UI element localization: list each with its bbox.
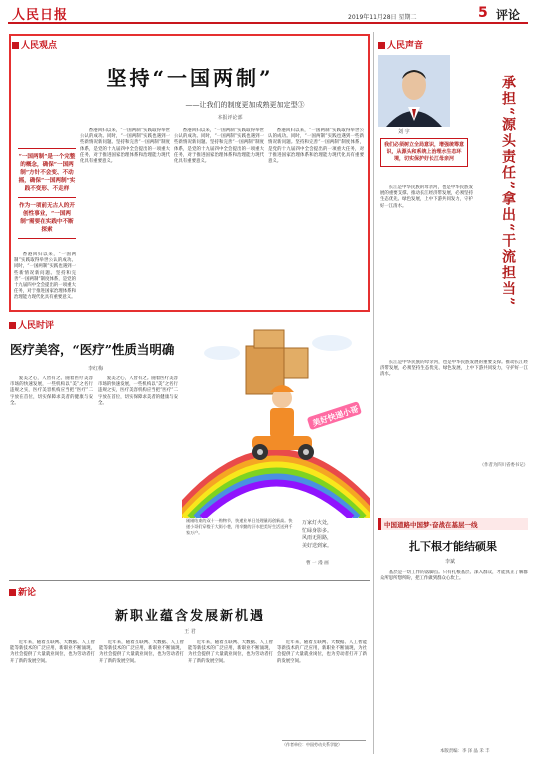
section-label-xinlun: 新论: [9, 585, 36, 598]
illustration-banner: 美好快递小哥: [311, 404, 360, 428]
commentary-title: 医疗美容，“医疗”性质当明确: [10, 342, 175, 357]
commentary-author: 李红梅: [88, 366, 104, 372]
special-banner: [378, 518, 528, 530]
pullquote-box: [18, 148, 76, 239]
article-subtitle: ——让我们的制度更加成熟更加定型③: [185, 101, 305, 109]
issue-date: 2019年11月28日 星期二: [348, 14, 417, 21]
article-body-col2: 香港回归以来，“一国两制”实践取得举世公认的成功。同时，“一国两制”实践也遇到一些新情况新问题。坚持和完善“一国两制”制度体系，是党的十九届四中全会提出的一项重大任务，对于推进国家治理体系和治理能力现代化具有重要意义。: [174, 128, 264, 165]
xinlun-author-note: （作者单位：中国劳动关系学院）: [282, 740, 366, 747]
xinlun-title: 新职业蕴含发展新机遇: [114, 609, 265, 624]
opinion-byline: （作者为四川省委书记）: [479, 463, 528, 468]
special-title: 扎下根才能结硕果: [409, 540, 497, 553]
opinion-quote: 我们必须树立全局意识，增强统筹意识，从源头和系统上治理水生态环境，切实保护好长江母亲河: [384, 142, 465, 162]
page-section: 评论: [496, 8, 521, 22]
article-author: 本报评论部: [217, 115, 243, 121]
xinlun-body-col2: 近年来，随着互联网、大数据、人工智能等新技术的广泛应用，新职业不断涌现，为社会提供了大量就业岗位，也为劳动者打开了新的发展空间。: [99, 640, 184, 664]
article-title: 坚持“一国两制”: [106, 66, 274, 90]
illustration: [182, 318, 370, 578]
courier-illustration: [182, 318, 370, 518]
special-banner-label: 中国道路中国梦·奋战在基层一线: [384, 521, 478, 529]
quote-box: [380, 138, 468, 167]
page-editor-credit: 本版责编：李 泽 晶 禾 丰: [440, 749, 490, 754]
special-author: 李斌: [444, 559, 455, 565]
column-divider: [373, 32, 374, 754]
newspaper-logo: 人民日报: [12, 8, 69, 23]
commentary-body-col1: 爱美之心，人皆有之。随着医疗美容市场的快速发展，一些机构以“美”之名行违规之实，医疗美容机构应当把“医疗”二字放在首位，切实保障求美者的健康与安全。: [10, 376, 93, 406]
portrait-image: [378, 55, 450, 127]
illustration-poem: 万家灯火处， 忙碌身影多。 风雨无阻路， 美好送到家。: [302, 520, 333, 549]
page-number: 5: [478, 5, 488, 21]
opinion-body-col1b: 长江是中华民族的母亲河，也是中华民族发展的重要支撑。推动长江经济带发展，必须坚持生态优先、绿色发展，上中下游共同发力，守护好一江清水。: [380, 360, 528, 378]
illustration-credit: 曹 一 漫 画: [306, 561, 329, 566]
author-photo: [378, 55, 450, 127]
article-body-col0: 香港回归以来，“一国两制”实践取得举世公认的成功。同时，“一国两制”实践也遇到一些新情况新问题。坚持和完善“一国两制”制度体系，是党的十九届四中全会提出的一项重大任务，对于推进国家治理体系和治理能力现代化具有重要意义。: [14, 252, 76, 301]
xinlun-body-col4: 近年来，随着互联网、大数据、人工智能等新技术的广泛应用，新职业不断涌现，为社会提供了大量就业岗位，也为劳动者打开了新的发展空间。: [277, 640, 367, 664]
illustration-caption: 刚刚结束的双十一购物节，快递业单日处理量再创新高。快递小哥们穿梭于大街小巷，用辛勤的汗水把美好生活送到千家万户。: [186, 518, 293, 535]
section-label-renminshengyin: 人民声音: [378, 38, 423, 51]
section-label-renminguandian: 人民观点: [12, 38, 57, 51]
photo-caption: 刘 宇: [398, 129, 410, 135]
pullquote-1: “一国两制”是一个完整的概念，确保“一国两制”方针不会变、不动摇，确保“一国两制”实践不变形、不走样: [18, 154, 76, 192]
opinion-body-col1a: 长江是中华民族的母亲河，也是中华民族发展的重要支撑。推动长江经济带发展，必须坚持生态优先、绿色发展，上中下游共同发力，守护好一江清水。: [380, 185, 473, 209]
xinlun-body-col3: 近年来，随着互联网、大数据、人工智能等新技术的广泛应用，新职业不断涌现，为社会提供了大量就业岗位，也为劳动者打开了新的发展空间。: [188, 640, 273, 664]
xinlun-body-col1: 近年来，随着互联网、大数据、人工智能等新技术的广泛应用，新职业不断涌现，为社会提供了大量就业岗位，也为劳动者打开了新的发展空间。: [10, 640, 95, 664]
xinlun-author: 王 君: [184, 629, 196, 635]
divider: [9, 580, 370, 581]
commentary-body-col2: 爱美之心，人皆有之。随着医疗美容市场的快速发展，一些机构以“美”之名行违规之实，医疗美容机构应当把“医疗”二字放在首位，切实保障求美者的健康与安全。: [98, 376, 178, 406]
opinion-vertical-title: 承担“源头责任”拿出“干流担当”: [500, 75, 516, 308]
article-body-col1: 香港回归以来，“一国两制”实践取得举世公认的成功。同时，“一国两制”实践也遇到一些新情况新问题。坚持和完善“一国两制”制度体系，是党的十九届四中全会提出的一项重大任务，对于推进国家治理体系和治理能力现代化具有重要意义。: [80, 128, 170, 165]
pullquote-2: 作为一项前无古人的开创性事业，“一国两制”需要在实践中不断探索: [19, 203, 75, 233]
masthead: [8, 4, 528, 24]
section-label-renminshiping: 人民时评: [9, 318, 54, 331]
article-body-col3: 香港回归以来，“一国两制”实践取得举世公认的成功。同时，“一国两制”实践也遇到一些新情况新问题。坚持和完善“一国两制”制度体系，是党的十九届四中全会提出的一项重大任务，对于推进国家治理体系和治理能力现代化具有重要意义。: [268, 128, 364, 165]
special-body: 基层是一切工作的落脚点。只有扎根基层、深入群众，才能真正了解群众所思所想所盼，把工作做到群众心坎上。: [380, 570, 528, 582]
